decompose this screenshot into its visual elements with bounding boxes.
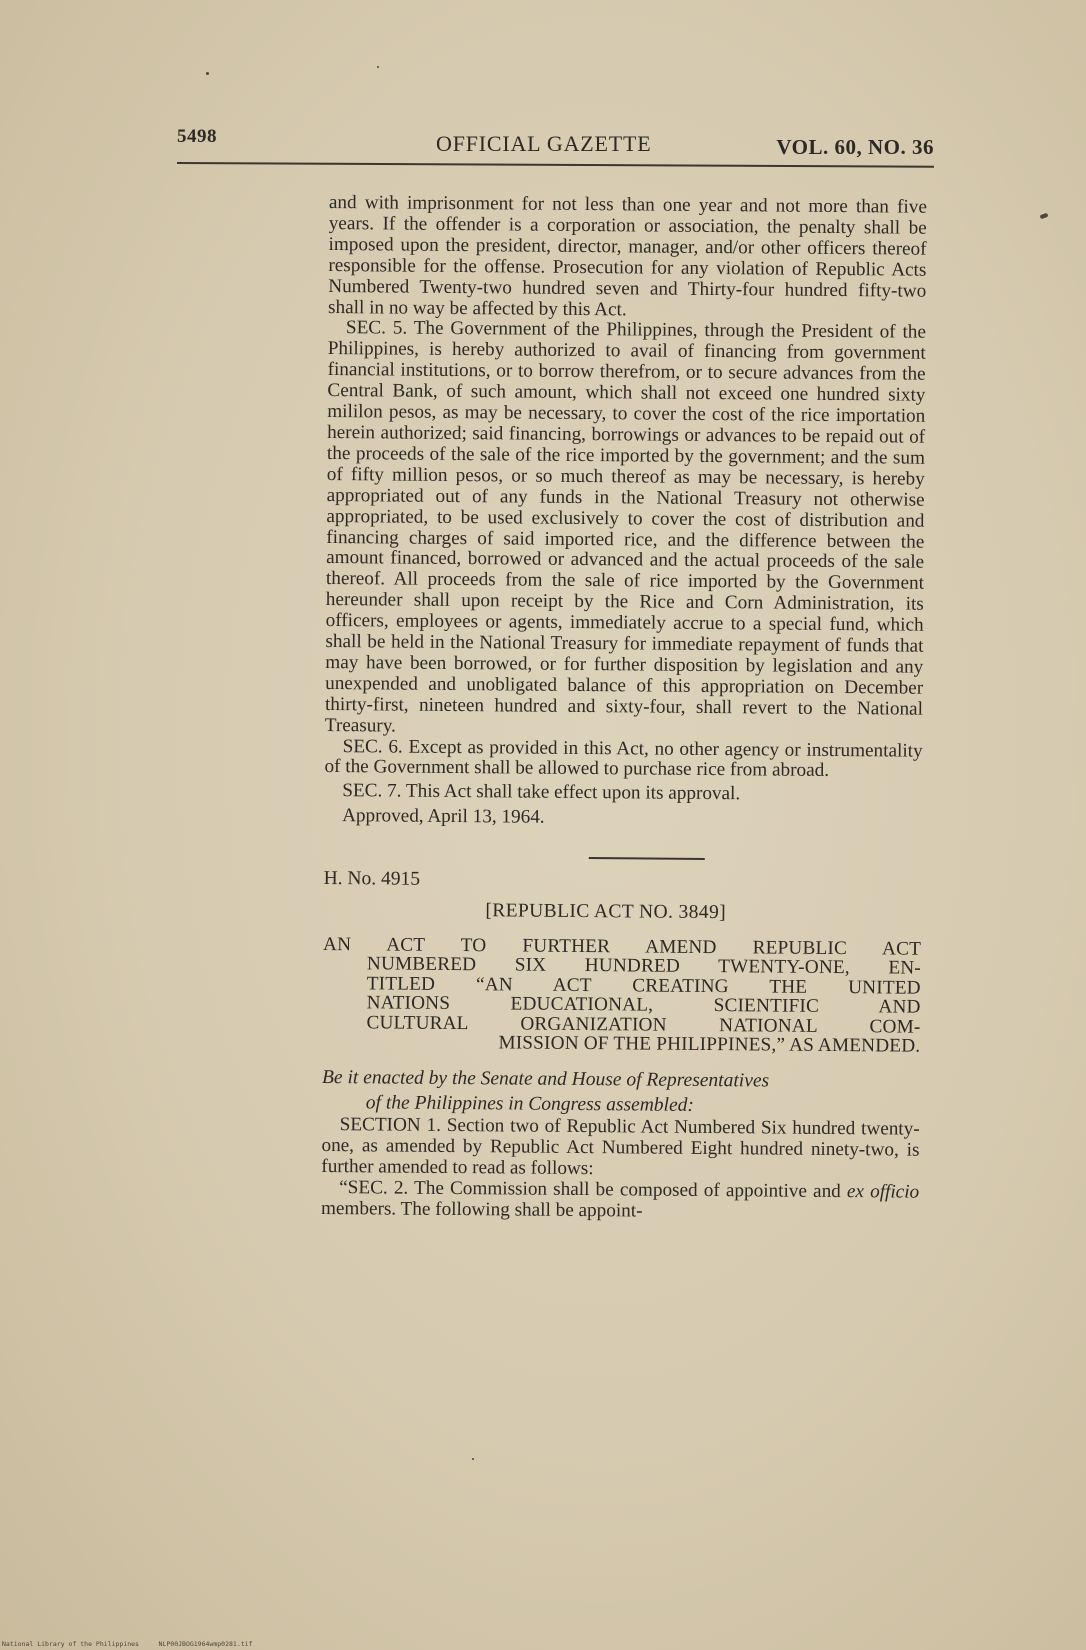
scan-footer [2, 1640, 252, 1648]
continuation-paragraph: and with imprisonment for not less than one year and not more than five years. If the offender is a corporation or association, the penalty shall be imposed upon the president, director, manager, and/or other officers thereof responsible for the offense. Prosecution for any violation of Republic Acts Numbered Twenty-two hundred seven and Thirty-four hundred fifty-two shall in no way be affected by this Act. [328, 192, 927, 320]
section-divider [589, 857, 705, 860]
section-text: Section two of Republic Act Numbered Six hundred twenty-one, as amended by Republic Act Numbered Eight hundred ninety-two, is further amended to read as follows: [321, 1115, 920, 1180]
enacting-line: Be it enacted by the Senate and House of Representatives [321, 1067, 770, 1092]
republic-act-number: [REPUBLIC ACT NO. 3849] [485, 900, 727, 924]
approved-line: Approved, April 13, 1964. [342, 805, 545, 828]
page-number: 5498 [177, 126, 217, 147]
section-label: SEC. 6. [342, 735, 403, 758]
act-title [322, 935, 921, 1056]
gazette-title: OFFICIAL GAZETTE [436, 131, 652, 156]
open-quote: “ [339, 1177, 348, 1199]
act-title-line: CULTURAL ORGANIZATION NATIONAL COM- [366, 1011, 921, 1038]
volume-number: VOL. 60, NO. 36 [776, 135, 934, 159]
text-column [321, 193, 927, 1225]
paper-speck [1040, 213, 1049, 219]
italic-term: ex officio [846, 1181, 920, 1203]
section-label: SEC. 5. [345, 317, 408, 340]
section-6-paragraph [324, 737, 922, 784]
paper-speck [377, 66, 379, 68]
act-title-line: NATIONS EDUCATIONAL, SCIENTIFIC AND [366, 992, 921, 1018]
section-text: The Commission shall be composed of appointive and [413, 1177, 841, 1203]
footer-library: National Library of the Philippines [2, 1640, 139, 1648]
section-text: This Act shall take effect upon its approval. [405, 780, 741, 805]
section-text: members. The following shall be appoint- [320, 1198, 643, 1222]
act-title-line: AN ACT TO FURTHER AMEND REPUBLIC ACT [323, 933, 922, 960]
footer-file: NLP00JBOG1964wmp0281.tif [158, 1640, 253, 1648]
bill-number: H. No. 4915 [323, 868, 421, 890]
act-title-line: TITLED “AN ACT CREATING THE UNITED [366, 973, 921, 999]
enacting-line: of the Philippines in Congress assembled: [365, 1092, 694, 1117]
quoted-section-2-paragraph [321, 1178, 919, 1225]
section-label: SECTION 1. [339, 1114, 441, 1137]
section-label: SEC. 7. [342, 780, 402, 802]
paper-speck [472, 1458, 474, 1460]
section-5-paragraph [325, 318, 926, 741]
act-title-line: NUMBERED SIX HUNDRED TWENTY-ONE, EN- [366, 953, 922, 980]
section-label: SEC. 2. [347, 1177, 409, 1199]
section-1-paragraph [321, 1115, 919, 1182]
section-7-paragraph [324, 781, 922, 807]
header-rule [177, 162, 934, 168]
section-text: The Government of the Philippines, through the President of the Philippines, is hereby authorized to avail of financing from government financial institutions, or to borrow therefrom, or to secure advances from the Central Bank, of such amount, which shall not exceed one hundred sixty mililon pesos, as may be necessary, to cover the cost of the rice importation herein authorized; said financing, borrowings or advances to be repaid out of the proceeds of the sale of the rice imported by the government; and the sum of fifty million pesos, or so much thereof as may be necessary, is hereby appropriated out of any funds in the National Treasury not otherwise appropriated, to be used exclusively to cover the cost of distribution and financing charges of said imported rice, and the difference between the amount financed, borrowed or advanced and the actual proceeds of the sale thereof. All proceeds from the sale of rice imported by the Government hereunder shall upon receipt by the Rice and Corn Administration, its officers, employees or agents, immediately accrue to a special fund, which shall be held in the National Treasury for immediate repayment of funds that may have been borrowed, or for further disposition by legislation and any unexpended and unobligated balance of this appropriation on December thirty-first, nineteen hundred and sixty-four, shall revert to the National Treasury. [324, 318, 927, 737]
paper-speck [206, 72, 209, 75]
act-title-line: MISSION OF THE PHILIPPINES,” AS AMENDED. [498, 1032, 921, 1057]
enacting-clause [322, 1065, 920, 1120]
section-text: Except as provided in this Act, no other agency or instrumentality of the Government shall be allowed to purchase rice from abroad. [324, 736, 923, 782]
